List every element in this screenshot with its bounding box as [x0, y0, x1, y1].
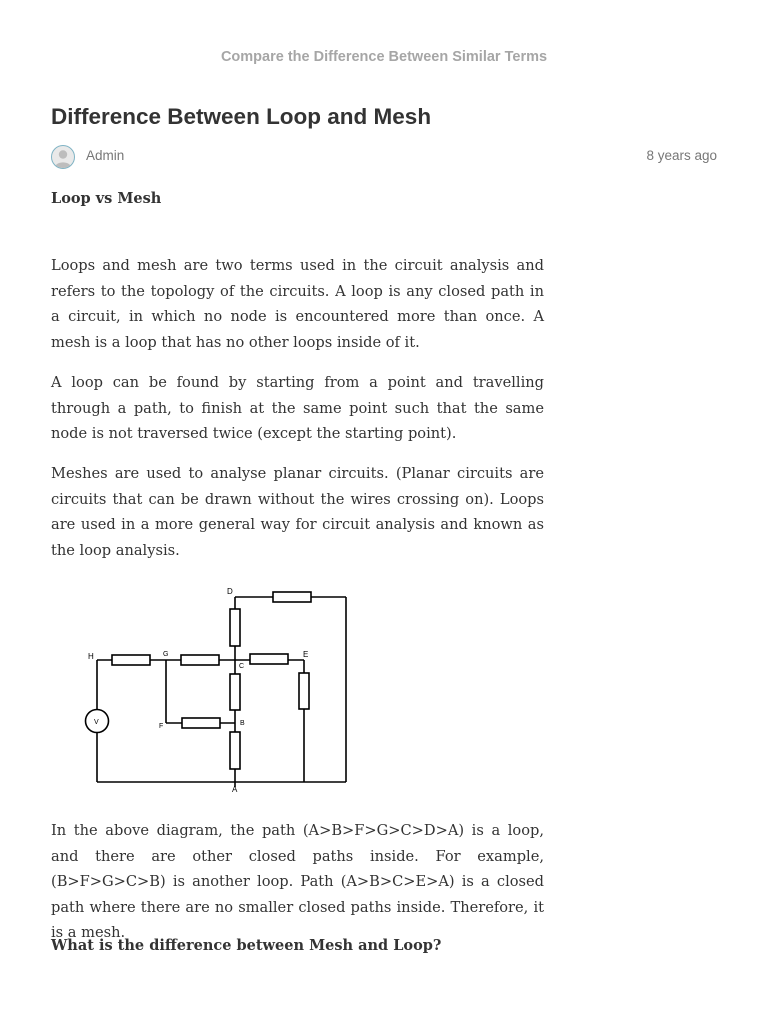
resistors [86, 592, 312, 769]
resistor-cb [230, 674, 240, 710]
node-label-c: C [239, 663, 245, 670]
resistor-top [273, 592, 311, 602]
circuit-diagram [81, 584, 355, 798]
resistor-e [299, 673, 309, 709]
article-meta [51, 145, 717, 171]
subheading-difference: What is the difference between Mesh and Loop? [51, 937, 442, 954]
node-labels [88, 587, 308, 794]
node-label-g: G [163, 651, 169, 658]
paragraph-4: In the above diagram, the path (A>B>F>G>C>D>A) is a loop, and there are other closed paths inside. For example, (B>F>G>C>B) is another loop. Path (A>B>C>E>A) is a closed path where there are no smaller closed paths inside. Therefore, it is a mesh. [51, 822, 544, 941]
paragraph-2: A loop can be found by starting from a point and travelling through a path, to finish at the same point such that the same node is not traversed twice (except the starting point). [51, 374, 544, 442]
subheading-loop-vs-mesh: Loop vs Mesh [51, 190, 162, 207]
paragraph-3: Meshes are used to analyse planar circuits. (Planar circuits are circuits that can be drawn without the wires crossing on). Loops are used in a more general way for circuit analysis and known as the loop analysis. [51, 465, 544, 559]
resistor-hg [112, 655, 150, 665]
site-header[interactable]: Compare the Difference Between Similar Terms [220, 49, 548, 65]
resistor-ba [230, 732, 240, 769]
article-title: Difference Between Loop and Mesh [51, 104, 432, 129]
node-label-d: D [227, 587, 233, 596]
node-label-a: A [232, 785, 238, 794]
node-label-v: V [94, 719, 99, 726]
resistor-fb [182, 718, 220, 728]
node-label-b: B [240, 720, 245, 727]
resistor-dc [230, 609, 240, 646]
resistor-ce [250, 654, 288, 664]
node-label-e: E [303, 650, 309, 659]
node-label-h: H [88, 652, 94, 661]
resistor-gc [181, 655, 219, 665]
user-avatar-icon [52, 146, 74, 168]
node-label-f: F [159, 723, 164, 730]
paragraph-1: Loops and mesh are two terms used in the circuit analysis and refers to the topology of the circuits. A loop is any closed path in a circuit, in which no node is encountered more than once. A mesh is a loop that has no other loops inside of it. [51, 257, 544, 351]
post-date: 8 years ago [646, 148, 717, 163]
avatar[interactable] [51, 145, 75, 169]
author-name[interactable]: Admin [86, 148, 125, 163]
